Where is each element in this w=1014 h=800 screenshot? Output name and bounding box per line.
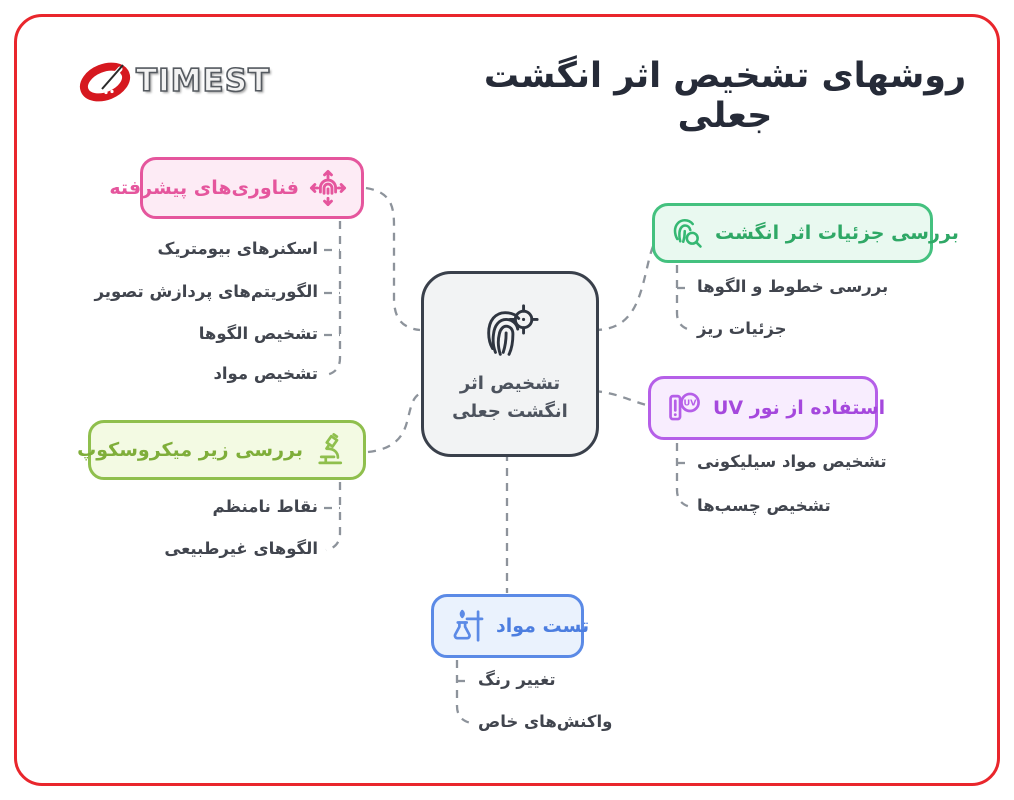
- svg-text:UV: UV: [683, 397, 697, 408]
- list-item: تشخیص الگوها: [198, 324, 318, 343]
- fingerprint-search-icon: [669, 215, 705, 251]
- microscope-icon: [313, 432, 349, 468]
- branch-label: بررسی جزئیات اثر انگشت: [715, 222, 959, 244]
- branch-label: تست مواد: [496, 615, 590, 637]
- list-item: اسکنرهای بیومتریک: [157, 239, 318, 258]
- branch-fingerprint-details: [652, 203, 959, 263]
- fingerprint-target-icon: [479, 302, 541, 364]
- list-item: واکنش‌های خاص: [478, 712, 613, 731]
- branch-advanced-technologies: [109, 157, 364, 219]
- list-item: تشخیص چسب‌ها: [697, 496, 831, 515]
- list-item: تشخیص مواد: [213, 364, 318, 383]
- logo-swoosh-icon: [76, 56, 134, 106]
- branch-label: بررسی زیر میکروسکوپ: [77, 439, 303, 461]
- branch-label: استفاده از نور UV: [713, 397, 886, 419]
- branch-label: فناوری‌های پیشرفته: [109, 177, 299, 199]
- logo: [76, 56, 270, 106]
- center-node: [421, 271, 599, 457]
- branch-material-test: [431, 594, 590, 658]
- branch-microscope-inspection: [77, 420, 366, 480]
- logo-text: TIMEST: [136, 63, 271, 99]
- chemistry-test-icon: [448, 607, 486, 645]
- center-node-label: تشخیص اثر انگشت جعلی: [452, 373, 568, 422]
- move-scan-icon: [309, 169, 347, 207]
- list-item: بررسی خطوط و الگوها: [697, 277, 889, 296]
- list-item: تشخیص مواد سیلیکونی: [697, 452, 887, 471]
- list-item: الگوریتم‌های پردازش تصویر: [94, 282, 318, 301]
- branch-uv-light: [648, 376, 886, 440]
- list-item: جزئیات ریز: [697, 319, 787, 338]
- list-item: تغییر رنگ: [478, 670, 556, 689]
- list-item: الگوهای غیرطبیعی: [164, 539, 318, 558]
- uv-lamp-icon: [665, 389, 703, 427]
- page-title: روشهای تشخیص اثر انگشت جعلی: [483, 56, 967, 136]
- list-item: نقاط نامنظم: [212, 497, 318, 516]
